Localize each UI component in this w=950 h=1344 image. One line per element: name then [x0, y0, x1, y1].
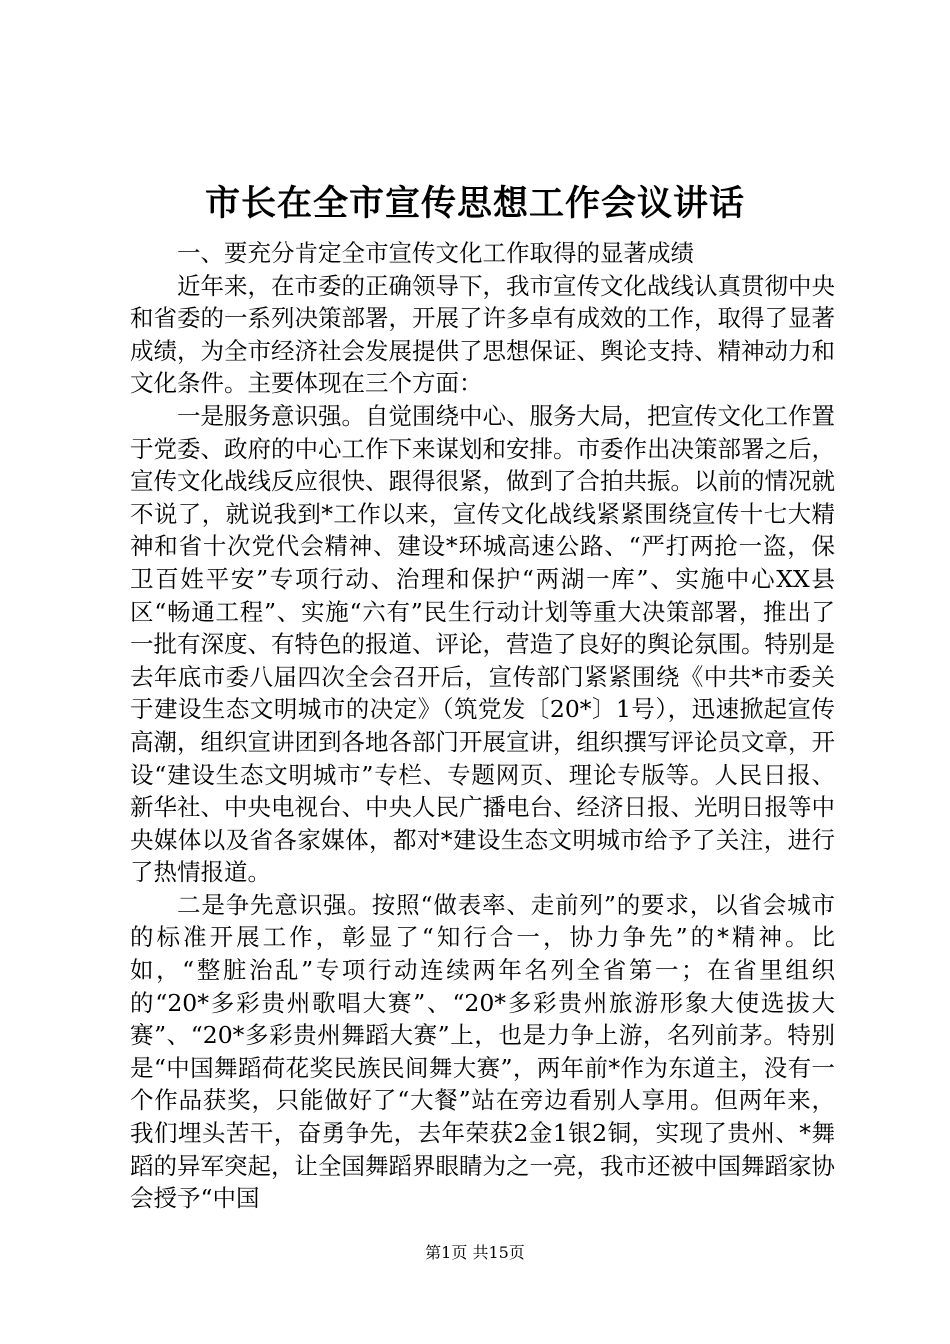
body-paragraph-service: 一是服务意识强。自觉围绕中心、服务大局，把宣传文化工作置于党委、政府的中心工作下来谋划和安排。市委作出决策部署之后，宣传文化战线反应很快、跟得很紧，做到了合拍共振。以前的情况就不说了，就说我到*工作以来，宣传文化战线紧紧围绕宣传十七大精神和省十次党代会精神、建设*环城高速公路、“严打两抢一盗，保卫百姓平安”专项行动、治理和保护“两湖一库”、实施中心XX县区“畅通工程”、实施“六有”民生行动计划等重大决策部署，推出了一批有深度、有特色的报道、评论，营造了良好的舆论氛围。特别是去年底市委八届四次全会召开后，宣传部门紧紧围绕《中共*市委关于建设生态文明城市的决定》（筑党发〔20*〕1号），迅速掀起宣传高潮，组织宣讲团到各地各部门开展宣讲，组织撰写评论员文章，开设“建设生态文明城市”专栏、专题网页、理论专版等。人民日报、新华社、中央电视台、中央人民广播电台、经济日报、光明日报等中央媒体以及省各家媒体，都对*建设生态文明城市给予了关注，进行了热情报道。: [130, 401, 835, 887]
body-paragraph-competition: 二是争先意识强。按照“做表率、走前列”的要求，以省会城市的标准开展工作，彰显了“知行合一，协力争先”的*精神。比如，“整脏治乱”专项行动连续两年名列全省第一；在省里组织的“20*多彩贵州歌唱大赛”、“20*多彩贵州旅游形象大使选拔大赛”、“20*多彩贵州舞蹈大赛”上，也是力争上游，名列前茅。特别是“中国舞蹈荷花奖民族民间舞大赛”，两年前*作为东道主，没有一个作品获奖，只能做好了“大餐”站在旁边看别人享用。但两年来，我们埋头苦干，奋勇争先，去年荣获2金1银2铜，实现了贵州、*舞蹈的异军突起，让全国舞蹈界眼睛为之一亮，我市还被中国舞蹈家协会授予“中国: [130, 890, 835, 1213]
document-title: 市长在全市宣传思想工作会议讲话: [204, 183, 745, 224]
document-body: [130, 237, 835, 1215]
section-heading: 一、要充分肯定全市宣传文化工作取得的显著成绩: [177, 239, 694, 267]
page-number: 第1页 共15页: [425, 1243, 525, 1262]
body-paragraph-intro: 近年来，在市委的正确领导下，我市宣传文化战线认真贯彻中央和省委的一系列决策部署，开展了许多卓有成效的工作，取得了显著成绩，为全市经济社会发展提供了思想保证、舆论支持、精神动力和文化条件。主要体现在三个方面：: [130, 271, 835, 398]
